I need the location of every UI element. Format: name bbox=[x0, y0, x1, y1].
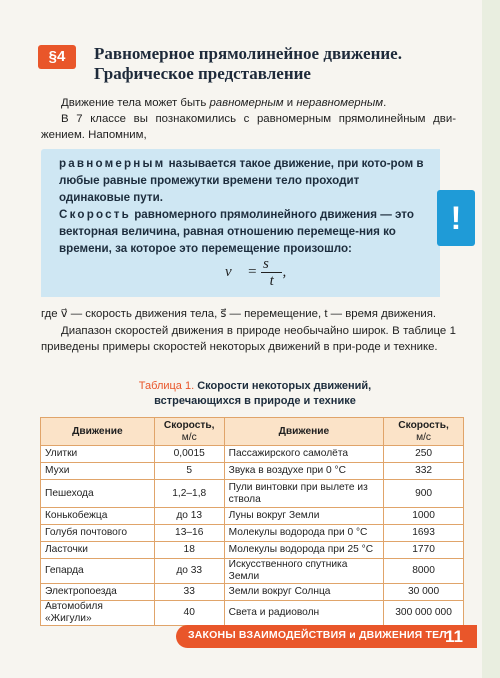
definition-term-speed: Скорость bbox=[59, 208, 131, 221]
motion-cell: Конькобежца bbox=[41, 508, 155, 525]
formula-denominator: t bbox=[269, 273, 274, 289]
speed-cell: 0,0015 bbox=[154, 446, 224, 463]
page-edge-strip bbox=[482, 0, 500, 678]
speed-cell: 30 000 bbox=[384, 584, 464, 601]
definition-text-2: равномерного прямолинейного движения — это векторная величина, равная отношению перемеще-ния ко времени, за которое это перемещение произошло: bbox=[59, 208, 414, 255]
definition-text-1: называется такое движение, при кото-ром в любые равные промежутки времени тело проходит одинаковые пути. bbox=[59, 157, 424, 204]
speed-cell: 1,2–1,8 bbox=[154, 480, 224, 508]
motion-cell: Пешехода bbox=[41, 480, 155, 508]
intro-text: Движение тела может быть bbox=[61, 97, 210, 109]
header-speed-right bbox=[384, 418, 464, 446]
formula-explanation: где v⃗ — скорость движения тела, s⃗ — перемещение, t — время движения. bbox=[41, 308, 437, 320]
motion-cell: Искусственного спутника Земли bbox=[224, 559, 383, 584]
speed-cell: 1000 bbox=[384, 508, 464, 525]
motion-cell: Молекулы водорода при 25 °С bbox=[224, 542, 383, 559]
section-badge: §4 bbox=[38, 45, 76, 69]
motion-cell: Электропоезда bbox=[41, 584, 155, 601]
table-caption-title-1: Скорости некоторых движений, bbox=[194, 380, 372, 392]
table-caption-label: Таблица 1. bbox=[138, 380, 195, 392]
header-motion-left: Движение bbox=[41, 418, 155, 446]
formula-numerator: s⃗ bbox=[262, 256, 281, 272]
table-row bbox=[41, 559, 464, 584]
definition-text bbox=[59, 155, 429, 257]
intro-emphasis-nonuniform: неравномерным bbox=[296, 97, 384, 109]
table-row bbox=[41, 542, 464, 559]
table-header-row bbox=[41, 418, 464, 446]
page-footer bbox=[176, 625, 477, 648]
exclamation-icon: ! bbox=[437, 190, 475, 246]
motion-cell: Улитки bbox=[41, 446, 155, 463]
speed-cell: 250 bbox=[384, 446, 464, 463]
speed-cell: 33 bbox=[154, 584, 224, 601]
speed-cell: 18 bbox=[154, 542, 224, 559]
formula-fraction bbox=[261, 256, 283, 289]
intro-paragraph-1 bbox=[41, 95, 456, 111]
header-speed-label: Скорость, bbox=[163, 419, 215, 431]
table-row bbox=[41, 584, 464, 601]
table-row bbox=[41, 508, 464, 525]
velocity-formula bbox=[225, 256, 286, 289]
motion-cell: Гепарда bbox=[41, 559, 155, 584]
motion-cell: Молекулы водорода при 0 °С bbox=[224, 525, 383, 542]
motion-cell: Земли вокруг Солнца bbox=[224, 584, 383, 601]
motion-cell: Пули винтовки при вылете из ствола bbox=[224, 480, 383, 508]
speed-cell: 1693 bbox=[384, 525, 464, 542]
header-speed-label: Скорость, bbox=[398, 419, 449, 431]
speed-cell: 900 bbox=[384, 480, 464, 508]
header-speed-unit: м/с bbox=[181, 431, 197, 443]
page-number: 11 bbox=[445, 627, 463, 646]
table-row bbox=[41, 463, 464, 480]
section-title-line2: Графическое представление bbox=[94, 64, 311, 83]
section-title-line1: Равномерное прямолинейное движение. bbox=[94, 44, 402, 63]
motion-cell: Света и радиоволн bbox=[224, 601, 383, 626]
motion-cell: Автомобиля «Жигули» bbox=[41, 601, 155, 626]
speed-cell: 1770 bbox=[384, 542, 464, 559]
formula-lhs: v⃗ = bbox=[225, 263, 258, 280]
header-speed-left bbox=[154, 418, 224, 446]
speed-cell: 8000 bbox=[384, 559, 464, 584]
range-paragraph: Диапазон скоростей движения в природе необычайно широк. В таблице 1 приведены примеры скоростей некоторых движений в при-роде и технике. bbox=[41, 325, 456, 353]
table-row bbox=[41, 446, 464, 463]
motion-cell: Звука в воздухе при 0 °С bbox=[224, 463, 383, 480]
speed-cell: 5 bbox=[154, 463, 224, 480]
header-speed-unit: м/с bbox=[416, 431, 432, 443]
footer-chapter-title: ЗАКОНЫ ВЗАИМОДЕЙСТВИЯ и ДВИЖЕНИЯ ТЕЛ bbox=[188, 629, 447, 641]
formula-tail: , bbox=[282, 263, 287, 280]
definition-term-uniform: равномерным bbox=[59, 157, 166, 170]
motion-cell: Луны вокруг Земли bbox=[224, 508, 383, 525]
motion-cell: Голубя почтового bbox=[41, 525, 155, 542]
speed-cell: 13–16 bbox=[154, 525, 224, 542]
motion-cell: Мухи bbox=[41, 463, 155, 480]
intro-emphasis-uniform: равномерным bbox=[209, 97, 284, 109]
table-row bbox=[41, 601, 464, 626]
speed-cell: до 13 bbox=[154, 508, 224, 525]
motion-cell: Ласточки bbox=[41, 542, 155, 559]
table-row bbox=[41, 480, 464, 508]
motion-cell: Пассажирского самолёта bbox=[224, 446, 383, 463]
table-row bbox=[41, 525, 464, 542]
speed-cell: до 33 bbox=[154, 559, 224, 584]
table-caption bbox=[100, 379, 410, 409]
intro-text-end: . bbox=[383, 97, 387, 109]
speeds-table bbox=[40, 417, 464, 626]
intro-paragraph-2: В 7 классе вы познакомились с равномерным прямолинейным дви-жением. Напомним, bbox=[41, 113, 456, 141]
speed-cell: 332 bbox=[384, 463, 464, 480]
intro-text-and: и bbox=[283, 97, 297, 109]
section-title bbox=[94, 44, 402, 84]
header-motion-right: Движение bbox=[224, 418, 383, 446]
speed-cell: 300 000 000 bbox=[384, 601, 464, 626]
speed-cell: 40 bbox=[154, 601, 224, 626]
table-caption-title-2: встречающихся в природе и технике bbox=[154, 395, 356, 407]
